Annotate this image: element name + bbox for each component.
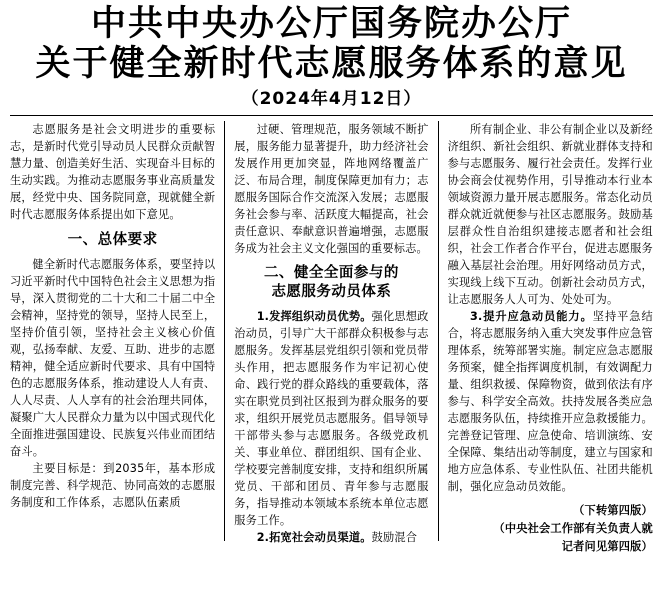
paragraph: [448, 308, 653, 495]
header-divider: [10, 115, 653, 116]
paragraph: 过硬、管理规范，服务领域不断扩展，服务能力显著提升，助力经济社会发展作用更加突显，阵地网络覆盖广泛、布局合理，制度保障更加有力；志愿服务国际合作交流深入发展；志愿服务社会参与率、活跃度大幅提高，社会责任意识、奉献意识普遍增强，志愿服务成为社会主义文化强国的重要标志。: [234, 122, 429, 255]
paragraph: [234, 308, 428, 529]
paragraph: 志愿服务是社会文明进步的重要标志，是新时代党引导动员人民群众贡献智慧力量、创造美好生活、实现奋斗目标的生动实践。为推动志愿服务事业高质量发展，经党中央、国务院同意，现就健全新时代志愿服务体系提出如下意见。: [10, 122, 216, 221]
article-columns: [10, 121, 653, 553]
item-text: 强化思想政治动员，引导广大干部群众积极参与志愿服务。发挥基层党组织引领和党员带头作用，把志愿服务作为牢记初心使命、践行党的群众路线的重要载体，落实在职党员到社区报到为群众服务的要求，组织开展党员志愿服务。倡导领导干部带头参与志愿服务。各级党政机关、事业单位、群团组织、国有企业、学校要完善制度安排，支持和组织所属党员、干部和团员、青年参与志愿服务，指导推动本领域本系统本单位志愿服务工作。: [234, 309, 429, 528]
paragraph: 所有制企业、非公有制企业以及新经济组织、新社会组织、新就业群体支持和参与志愿服务、履行社会责任。发挥行业协会商会仗视势作用，引导推动本行业本领域资源力量开展志愿服务。常态化动员群众就近就便参与社区志愿服务。鼓励基层群众性自治组织建接志愿者和社会组织，社会工作者合作平台，促进志愿服务融入基层社会治理。用好网络动员方式，实现线上线下互动。创新社会动员方式，让志愿服务人人可为、处处可为。: [447, 122, 653, 306]
item-heading: 1.发挥组织动员优势。: [256, 309, 372, 323]
paragraph: 健全新时代志愿服务体系，要坚持以习近平新时代中国特色社会主义思想为指导，深入贯彻党的二十大和二十届二中全会精神，坚持党的领导，坚持人民至上，坚持价值引领，坚持社会主义核心价值观，弘扬奉献、友爱、互助、进步的志愿精神，健全适应新时代要求、具有中国特色的志愿服务体系，推动建设人人有责、人人尽责、人人享有的社会治理共同体，凝聚广大人民群众力量为以中国式现代化全面推进强国建设、民族复兴伟业而团结奋斗。: [10, 258, 216, 459]
headline-line-2: 关于健全新时代志愿服务体系的意见: [35, 43, 628, 84]
continuation-line-2: （中央社会工作部有关负责人就: [493, 521, 653, 535]
item-heading: 2.拓宽社会动员渠道。: [256, 531, 372, 545]
section-heading-1: 一、总体要求: [67, 231, 158, 248]
section-heading-2-line-1: 二、健全全面参与的: [263, 264, 399, 281]
paragraph: [234, 529, 428, 546]
column-3: [439, 121, 653, 553]
item-text: 坚持平急结合，将志愿服务纳入重大突发事件应急管理体系，统筹部署实施。制定应急志愿服务预案，健全指挥调度机制，有效调配力量、组织救援、保障物资，做到依法有序参与、科学安全高效。扶持发展各类应急志愿服务队伍，持续推开应急救援能力。完善登记管理、应急使命、培训演练、安全保障、集结出动等制度，建立与国家和地方应急体系、专业性队伍、社团共能机制，强化应急动员效能。: [447, 309, 653, 493]
continuation-note: [448, 502, 653, 556]
continuation-line-3: 记者问见第四版）: [561, 539, 653, 553]
continuation-line-1: （下转第四版）: [573, 503, 653, 517]
dateline: （2024年4月12日）: [241, 88, 422, 109]
column-2: [224, 121, 438, 545]
column-1: [10, 121, 224, 541]
page-title: [10, 6, 653, 84]
item-text: 鼓励混合: [371, 531, 418, 545]
headline-line-1: 中共中央办公厅国务院办公厅: [90, 4, 572, 44]
section-heading-2-line-2: 志愿服务动员体系: [271, 284, 392, 301]
item-heading: 3.提升应急动员能力。: [469, 309, 593, 323]
paragraph: 主要目标是：到2035年，基本形成制度完善、科学规范、协同高效的志愿服务制度和工作体系，志愿队伍素质: [10, 462, 216, 510]
section-heading-2: [234, 264, 428, 303]
